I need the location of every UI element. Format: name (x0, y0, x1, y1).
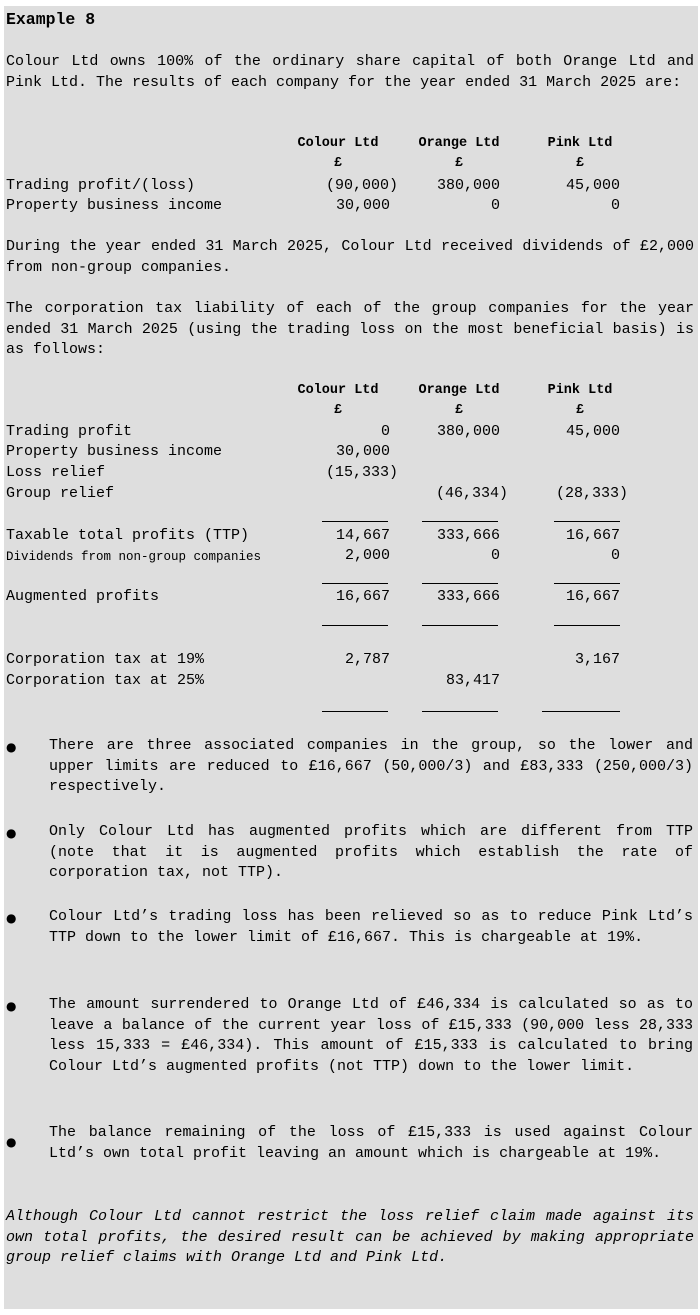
cell-pink: 0 (610, 197, 620, 214)
total-rule (322, 711, 388, 712)
bullet-icon: ● (6, 911, 17, 925)
total-rule (322, 625, 388, 626)
col-header-pink: Pink Ltd (547, 136, 613, 151)
total-rule (554, 625, 620, 626)
row-label: Corporation tax at 25% (6, 672, 205, 689)
total-rule (422, 625, 498, 626)
ct-paragraph: The corporation tax liability of each of the group companies for the year ended 31 March 2025 (using the trading loss on the most beneficial basis) is as follows: (6, 300, 694, 358)
cell-colour: (90,000) (325, 177, 398, 194)
cell-orange: 380,000 (436, 177, 500, 194)
cell-orange: 333,666 (436, 527, 500, 544)
col-header-colour: Colour Ltd (297, 136, 379, 151)
bullet-icon: ● (6, 1135, 17, 1149)
col-header-orange: Orange Ltd (418, 136, 500, 151)
cell-orange: 0 (490, 197, 500, 214)
row-label: Trading profit (6, 423, 133, 440)
cell-orange: 333,666 (436, 588, 500, 605)
dividends-paragraph: During the year ended 31 March 2025, Colour Ltd received dividends of £2,000 from non-group companies. (6, 238, 694, 276)
subtotal-rule (322, 521, 388, 522)
cell-pink: 45,000 (565, 177, 620, 194)
row-label: Taxable total profits (TTP) (6, 527, 250, 544)
currency-colour: £ (333, 156, 343, 171)
cell-pink: 16,667 (565, 588, 620, 605)
conclusion-paragraph: Although Colour Ltd cannot restrict the loss relief claim made against its own total profits, the desired result can be achieved by making appropriate group relief claims with Orange Ltd and Pink Ltd. (6, 1208, 694, 1266)
cell-colour: (15,333) (325, 464, 398, 481)
row-label: Trading profit/(loss) (6, 177, 196, 194)
subtotal-rule (554, 583, 620, 584)
row-label: Property business income (6, 443, 223, 460)
subtotal-rule (422, 521, 498, 522)
col-header-orange: Orange Ltd (418, 383, 500, 398)
cell-orange: 0 (490, 547, 500, 564)
cell-pink: 3,167 (574, 651, 620, 668)
subtotal-rule (422, 583, 498, 584)
cell-colour: 30,000 (335, 443, 390, 460)
note-item: There are three associated companies in the group, so the lower and upper limits are reduced to £16,667 (50,000/3) and £83,333 (250,000/3) respectively. (49, 737, 693, 795)
example-page (4, 6, 698, 1309)
subtotal-rule (554, 521, 620, 522)
total-rule (542, 711, 620, 712)
bullet-icon: ● (6, 826, 17, 840)
currency-orange: £ (454, 403, 464, 418)
cell-colour: 2,787 (344, 651, 390, 668)
note-item: The amount surrendered to Orange Ltd of £46,334 is calculated so as to leave a balance of the current year loss of £15,333 (90,000 less 28,333 less 15,333 = £46,334). This amount of £15,333 is calculated to bring Colour Ltd’s augmented profits (not TTP) down to the lower limit. (49, 996, 693, 1075)
currency-orange: £ (454, 156, 464, 171)
cell-pink: 16,667 (565, 527, 620, 544)
col-header-colour: Colour Ltd (297, 383, 379, 398)
cell-orange: 83,417 (445, 672, 500, 689)
subtotal-rule (322, 583, 388, 584)
cell-orange: 380,000 (436, 423, 500, 440)
cell-pink: (28,333) (555, 485, 628, 502)
currency-pink: £ (575, 403, 585, 418)
cell-orange: (46,334) (435, 485, 508, 502)
row-label: Group relief (6, 485, 115, 502)
col-header-pink: Pink Ltd (547, 383, 613, 398)
row-label: Augmented profits (6, 588, 160, 605)
note-item: The balance remaining of the loss of £15,333 is used against Colour Ltd’s own total profit leaving an amount which is chargeable at 19%. (49, 1124, 693, 1162)
bullet-icon: ● (6, 999, 17, 1013)
cell-colour: 14,667 (335, 527, 390, 544)
row-label: Dividends from non-group companies (6, 550, 262, 564)
intro-paragraph: Colour Ltd owns 100% of the ordinary share capital of both Orange Ltd and Pink Ltd. The results of each company for the year ended 31 March 2025 are: (6, 53, 694, 91)
cell-colour: 30,000 (335, 197, 390, 214)
example-title: Example 8 (6, 10, 96, 29)
cell-colour: 16,667 (335, 588, 390, 605)
note-item: Colour Ltd’s trading loss has been relieved so as to reduce Pink Ltd’s TTP down to the lower limit of £16,667. This is chargeable at 19%. (49, 908, 693, 946)
cell-colour: 0 (380, 423, 390, 440)
bullet-icon: ● (6, 740, 17, 754)
row-label: Corporation tax at 19% (6, 651, 205, 668)
note-item: Only Colour Ltd has augmented profits which are different from TTP (note that it is augmented profits which establish the rate of corporation tax, not TTP). (49, 823, 693, 881)
cell-pink: 45,000 (565, 423, 620, 440)
total-rule (422, 711, 498, 712)
currency-pink: £ (575, 156, 585, 171)
row-label: Property business income (6, 197, 223, 214)
cell-colour: 2,000 (344, 547, 390, 564)
row-label: Loss relief (6, 464, 106, 481)
cell-pink: 0 (610, 547, 620, 564)
currency-colour: £ (333, 403, 343, 418)
